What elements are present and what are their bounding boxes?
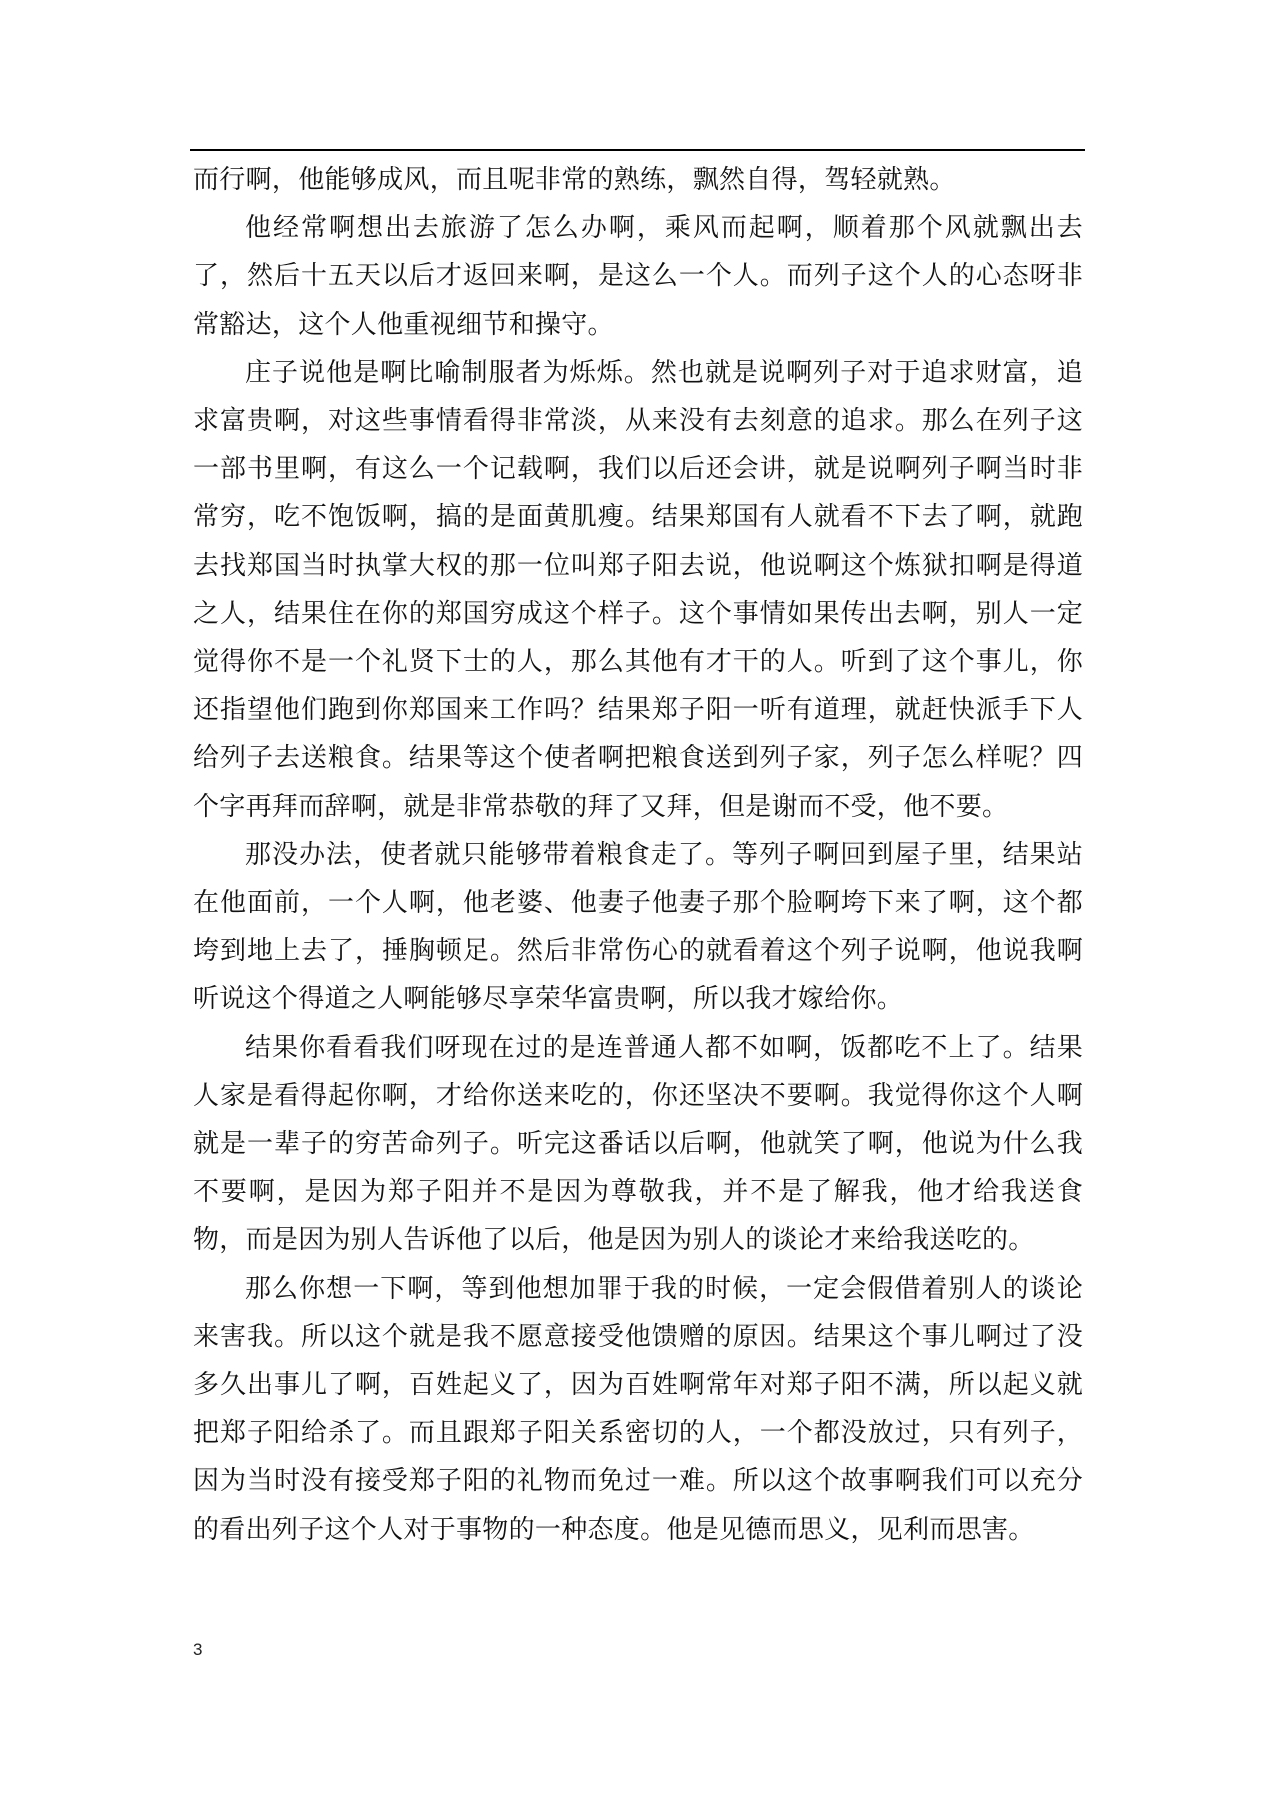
paragraph: 那么你想一下啊，等到他想加罪于我的时候，一定会假借着别人的谈论来害我。所以这个就是我不愿意接受他馈赠的原因。结果这个事儿啊过了没多久出事儿了啊，百姓起义了，因为百姓啊常年对郑子阳不满，所以起义就把郑子阳给杀了。而且跟郑子阳关系密切的人，一个都没放过，只有列子，因为当时没有接受郑子阳的礼物而免过一难。所以这个故事啊我们可以充分的看出列子这个人对于事物的一种态度。他是见德而思义，见利而思害。	[193, 1273, 1083, 1545]
page-number: 3	[193, 1640, 203, 1659]
paragraph: 他经常啊想出去旅游了怎么办啊，乘风而起啊，顺着那个风就飘出去了，然后十五天以后才返回来啊，是这么一个人。而列子这个人的心态呀非常豁达，这个人他重视细节和操守。	[193, 213, 1083, 340]
paragraph-continued: 而行啊，他能够成风，而且呢非常的熟练，飘然自得，驾轻就熟。	[193, 165, 956, 195]
header-rule	[190, 149, 1085, 151]
paragraph: 庄子说他是啊比喻制服者为烁烁。然也就是说啊列子对于追求财富，追求富贵啊，对这些事情看得非常淡，从来没有去刻意的追求。那么在列子这一部书里啊，有这么一个记载啊，我们以后还会讲，就是说啊列子啊当时非常穷，吃不饱饭啊，搞的是面黄肌瘦。结果郑国有人就看不下去了啊，就跑去找郑国当时执掌大权的那一位叫郑子阳去说，他说啊这个炼狱扣啊是得道之人，结果住在你的郑国穷成这个样子。这个事情如果传出去啊，别人一定觉得你不是一个礼贤下士的人，那么其他有才干的人。听到了这个事儿，你还指望他们跑到你郑国来工作吗？结果郑子阳一听有道理，就赶快派手下人给列子去送粮食。结果等这个使者啊把粮食送到列子家，列子怎么样呢？四个字再拜而辞啊，就是非常恭敬的拜了又拜，但是谢而不受，他不要。	[193, 357, 1083, 822]
paragraph: 结果你看看我们呀现在过的是连普通人都不如啊，饭都吃不上了。结果人家是看得起你啊，才给你送来吃的，你还坚决不要啊。我觉得你这个人啊就是一辈子的穷苦命列子。听完这番话以后啊，他就笑了啊，他说为什么我不要啊，是因为郑子阳并不是因为尊敬我，并不是了解我，他才给我送食物，而是因为别人告诉他了以后，他是因为别人的谈论才来给我送吃的。	[193, 1032, 1083, 1256]
paragraph: 那没办法，使者就只能够带着粮食走了。等列子啊回到屋子里，结果站在他面前，一个人啊，他老婆、他妻子他妻子那个脸啊垮下来了啊，这个都垮到地上去了，捶胸顿足。然后非常伤心的就看着这个列子说啊，他说我啊听说这个得道之人啊能够尽享荣华富贵啊，所以我才嫁给你。	[193, 839, 1083, 1015]
body-text	[193, 156, 1083, 1554]
